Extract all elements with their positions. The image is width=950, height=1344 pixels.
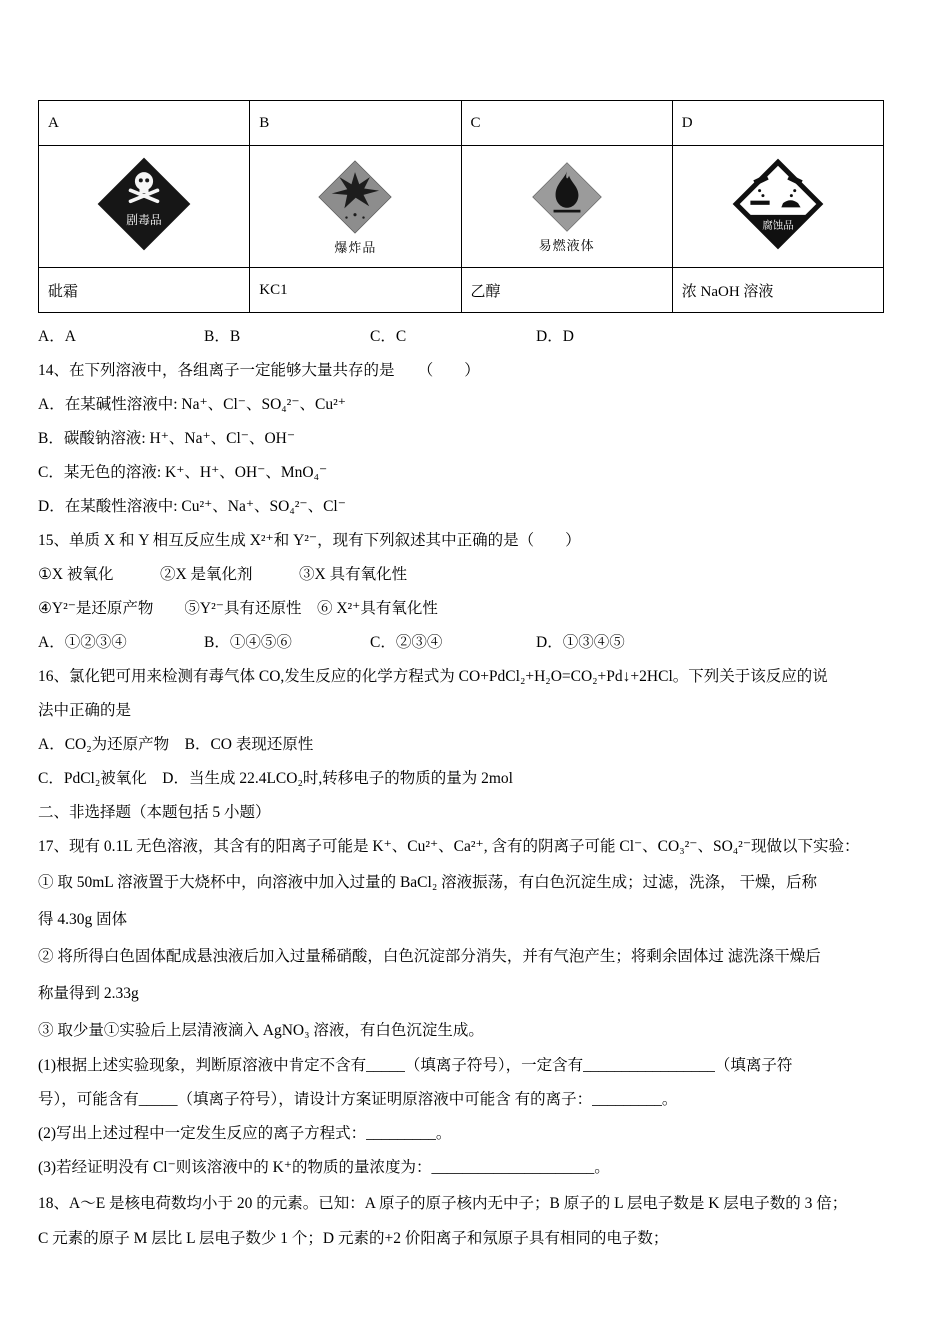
q15-option-a: A．①②③④ (38, 634, 127, 651)
hazard-table (38, 100, 884, 313)
poison-symbol-label: 剧毒品 (126, 213, 162, 227)
q15-stem: 15、单质 X 和 Y 相互反应生成 X²⁺和 Y²⁻，现有下列叙述其中正确的是（ ） (38, 532, 581, 549)
q15-options-row (38, 626, 912, 660)
q15-option-d: D．①③④⑤ (536, 634, 625, 651)
q18-line1: 18、A～E 是核电荷数均小于 20 的元素。已知：A 原子的原子核内无中子；B 原子的 L 层电子数是 K 层电子数的 3 倍； (38, 1195, 848, 1212)
explosive-symbol (316, 158, 394, 256)
q16-options-2: C．PdCl₂被氧化 D．当生成 22.4LCO₂时,转移电子的物质的量为 2mol (38, 770, 513, 787)
flammable-hazard-icon (530, 160, 604, 234)
section2-title: 二、非选择题（本题包括 5 小题） (38, 804, 271, 821)
explosive-hazard-icon (316, 158, 394, 236)
corrosive-symbol-label: 腐蚀品 (762, 220, 794, 232)
q13-option-d: D．D (536, 328, 574, 345)
poison-hazard-icon (94, 154, 194, 254)
q15-option-c: C．②③④ (370, 634, 443, 651)
explosive-symbol-label: 爆炸品 (334, 239, 377, 255)
q17-exp2-line2: 称量得到 2.33g (38, 985, 139, 1002)
q17-stem: 17、现有 0.1L 无色溶液，其含有的阳离子可能是 K⁺、Cu²⁺、Ca²⁺, 含有的阴离子可能 Cl⁻、CO₃²⁻、SO₄²⁻现做以下实验： (38, 838, 860, 855)
q17-sub1-line2: 号），可能含有_____（填离子符号），请设计方案证明原溶液中可能含 有的离子：_________。 (38, 1091, 678, 1108)
q15-option-b: B．①④⑤⑥ (204, 634, 292, 651)
hazard-cell-explosive (250, 146, 461, 268)
corrosive-symbol (732, 158, 824, 250)
q17-exp1-line1: ① 取 50mL 溶液置于大烧杯中，向溶液中加入过量的 BaCl₂ 溶液振荡，有白色沉淀生成；过滤，洗涤， 干燥，后称 (38, 874, 817, 891)
q18-line2: C 元素的原子 M 层比 L 层电子数少 1 个；D 元素的+2 价阳离子和氖原子具有相同的电子数； (38, 1230, 669, 1247)
q13-option-a: A．A (38, 328, 76, 345)
q13-option-b: B．B (204, 328, 241, 345)
q13-option-c: C．C (370, 328, 407, 345)
hazard-header-d: D (672, 101, 883, 146)
flammable-symbol (530, 160, 604, 254)
q16-stem-1: 16、氯化钯可用来检测有毒气体 CO,发生反应的化学方程式为 CO+PdCl₂+H₂O=CO₂+Pd↓+2HCl。下列关于该反应的说 (38, 668, 828, 685)
hazard-cell-corrosive (672, 146, 883, 268)
q15-statements-2: ④Y²⁻是还原产物 ⑤Y²⁻具有还原性 ⑥ X²⁺具有氧化性 (38, 600, 438, 617)
hazard-header-a: A (39, 101, 250, 146)
q15-statements-1: ①X 被氧化 ②X 是氧化剂 ③X 具有氧化性 (38, 566, 408, 583)
substance-c: 乙醇 (461, 268, 672, 313)
q14-option-a: A．在某碱性溶液中: Na⁺、Cl⁻、SO₄²⁻、Cu²⁺ (38, 396, 346, 413)
poison-symbol (94, 154, 194, 254)
hazard-cell-poison (39, 146, 250, 268)
q14-option-b: B．碳酸钠溶液: H⁺、Na⁺、Cl⁻、OH⁻ (38, 430, 296, 447)
flammable-symbol-label: 易燃液体 (538, 237, 595, 253)
hazard-header-b: B (250, 101, 461, 146)
q14-option-d: D．在某酸性溶液中: Cu²⁺、Na⁺、SO₄²⁻、Cl⁻ (38, 498, 346, 515)
q13-answer-options-row (38, 320, 912, 354)
hazard-table-substance-row (39, 268, 884, 313)
q17-exp3: ③ 取少量①实验后上层清液滴入 AgNO₃ 溶液，有白色沉淀生成。 (38, 1022, 484, 1039)
q17-exp2-line1: ② 将所得白色固体配成悬浊液后加入过量稀硝酸，白色沉淀部分消失，并有气泡产生；将剩余固体过 滤洗涤干燥后 (38, 948, 821, 965)
substance-a: 砒霜 (39, 268, 250, 313)
q17-exp1-line2: 得 4.30g 固体 (38, 911, 128, 928)
q17-sub3: (3)若经证明没有 Cl⁻则该溶液中的 K⁺的物质的量浓度为：_____________________。 (38, 1159, 610, 1176)
corrosive-hazard-icon (732, 158, 824, 250)
q16-stem-2: 法中正确的是 (38, 702, 132, 719)
hazard-table-symbol-row (39, 146, 884, 268)
q14-stem: 14、在下列溶液中，各组离子一定能够大量共存的是 （ ） (38, 362, 480, 379)
substance-d: 浓 NaOH 溶液 (672, 268, 883, 313)
q17-sub1-line1: (1)根据上述实验现象，判断原溶液中肯定不含有_____（填离子符号），一定含有_________________（填离子符 (38, 1057, 793, 1074)
hazard-table-header-row (39, 101, 884, 146)
q16-options-1: A．CO₂为还原产物 B．CO 表现还原性 (38, 736, 314, 753)
hazard-cell-flammable (461, 146, 672, 268)
substance-b: KC1 (250, 268, 461, 313)
exam-body (38, 320, 912, 1256)
q17-sub2: (2)写出上述过程中一定发生反应的离子方程式：_________。 (38, 1125, 452, 1142)
hazard-header-c: C (461, 101, 672, 146)
q14-option-c: C．某无色的溶液: K⁺、H⁺、OH⁻、MnO₄⁻ (38, 464, 328, 481)
